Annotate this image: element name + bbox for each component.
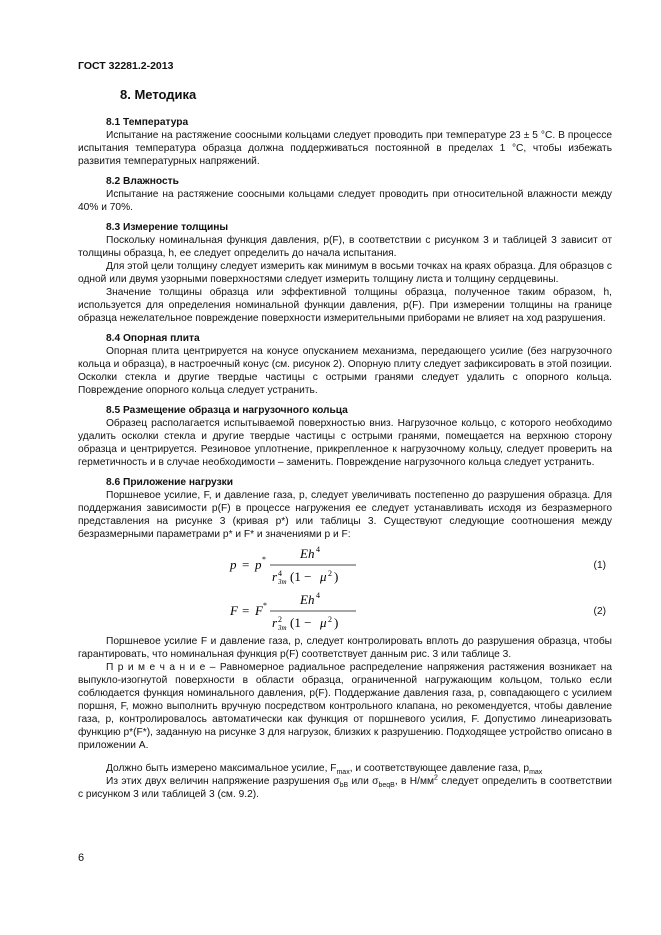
svg-text:r: r [272,615,278,630]
svg-text:Eh: Eh [300,592,315,607]
subsection-title-8-5: 8.5 Размещение образца и нагрузочного кольца [106,405,348,416]
svg-text:p: p [255,557,262,572]
svg-text:μ: μ [320,615,327,630]
svg-text:2: 2 [328,569,332,578]
paragraph-fracture-stress: Из этих двух величин напряжение разрушения $\sigma_{bB}$ или $\sigma_{beqB}$, в $Н/мм^2$ следует определить в соответствии с рисунком 3 или таблицей 3 (см. 9.2). [78,774,612,800]
paragraph-max-values: Должно быть измерено максимальное усилие, $F_{max}$, и соответствующее давление газа, $p_{max}$ [106,763,543,777]
section-title: 8. Методика [120,87,197,102]
svg-text:F: F [230,603,238,618]
paragraph: Испытание на растяжение соосными кольцами следует проводить при относительной влажности между 40% и 70%. [78,189,612,213]
note-paragraph: П р и м е ч а н и е – Равномерное радиальное распределение напряжения растяжения возникает на выпукло-изогнутой поверхности в области образца, ограниченной нагружающим кольцом, только если соблюдается функция номинального давления, p(F). Поддержание давления газа, p, совпадающего с усилием поршня, F, можно выполнить вручную посредством контрольного клапана, но рекомендуется, чтобы давление газа, p, контролировалось автоматически как функция от поршневого усилия, F. Допустимо линеаризовать функцию p*(F*), заданную на рисунке 3 для нагрузок, близких к разрушению. Подходящее устройство описано в приложении А. [78,662,612,751]
subsection-title-8-3: 8.3 Измерение толщины [106,222,229,233]
svg-text:4: 4 [316,591,320,600]
equation-2-graphic [228,589,378,633]
equation-1-graphic [228,543,378,587]
equation-number: (2) [593,606,606,617]
svg-text:4: 4 [278,569,282,578]
paragraph: Образец располагается испытываемой поверхностью вниз. Нагрузочное кольцо, с которого необходимо удалить осколки стекла и другие твердые частицы с острыми гранями, помещается на верхнюю сторону образца и центрируется. Резиновое уплотнение, прикрепленное к нагрузочному кольцу, следует проверить на герметичность и в случае необходимости – заменить. Повреждение нагрузочного кольца следует устранить. [78,418,612,468]
svg-text:2: 2 [328,615,332,624]
subsection-title-8-4: 8.4 Опорная плита [106,333,200,344]
svg-text:): ) [334,615,339,630]
document-body [78,112,612,801]
subsection-title-8-6: 8.6 Приложение нагрузки [106,477,233,488]
svg-text:2: 2 [278,615,282,624]
svg-text:μ: μ [320,569,327,584]
subsection-title-8-2: 8.2 Влажность [106,176,179,187]
paragraph: Опорная плита центрируется на конусе опусканием механизма, передающего усилие (без нагрузочного кольца и образца), в настроечный конус (см. рисунок 2). Опорную плиту следует зафиксировать в этой позиции. Осколки стекла и другие твердые частицы с острыми гранями следует удалить с опорного кольца. Повреждение опорного кольца следует устранить. [78,346,612,396]
equation-1 [78,543,612,587]
svg-text:=: = [242,557,250,572]
paragraph: Для этой цели толщину следует измерить как минимум в восьми точках на краях образца. Для образцов с одной или двумя узорными поверхностями следует измерить толщину листа и толщину сердцевины. [78,261,612,285]
page-number: 6 [78,852,85,864]
svg-text:*: * [262,555,266,564]
paragraph: Поскольку номинальная функция давления, p(F), в соответствии с рисунком 3 и таблицей 3 зависит от толщины образца, h, ее следует определить до начала испытания. [78,235,612,259]
svg-text:p: p [230,557,237,572]
svg-text:r: r [272,569,278,584]
svg-text:4: 4 [316,545,320,554]
equation-number: (1) [593,560,606,571]
svg-text:(1 −: (1 − [290,569,312,584]
paragraph: Значение толщины образца или эффективной толщины образца, полученное таким образом, h, используется для определения номинальной функции давления, p(F). При измерении толщины на границе образца нежелательное повреждение поверхности измерительными приборами не влияет на ход разрушения. [78,287,612,324]
paragraph: Испытание на растяжение соосными кольцами следует проводить при температуре 23 ± 5 °С. В процессе испытания температура образца должна поддерживаться постоянной в пределах 1 °С, чтобы избежать развития температурных напряжений. [78,130,612,167]
equation-2 [78,589,612,633]
paragraph: Поршневое усилие, F, и давление газа, p, следует увеличивать постепенно до разрушения образца. Для поддержания зависимости p(F) в процессе нагружения ее следует устанавливать исходя из безразмерного представления на рисунке 3 (кривая p*) или таблицы 3. Существуют следующие соотношения между безразмерными параметрами p* и F* и значениями p и F: [78,490,612,540]
subsection-title-8-1: 8.1 Температура [106,117,189,128]
svg-text:=: = [242,603,250,618]
svg-text:(1 −: (1 − [290,615,312,630]
svg-text:F: F [255,603,263,618]
svg-text:*: * [263,601,267,610]
document-code: ГОСТ 32281.2-2013 [78,60,174,72]
svg-text:3m: 3m [278,624,287,632]
svg-text:): ) [334,569,339,584]
spacer [78,752,612,762]
svg-text:3m: 3m [278,578,287,586]
paragraph: Поршневое усилие F и давление газа, p, следует контролировать вплоть до разрушения образца, чтобы гарантировать, что номинальная функция p(F) соответствует данным рис. 3 или таблице 3. [78,636,612,660]
svg-text:Eh: Eh [300,546,315,561]
